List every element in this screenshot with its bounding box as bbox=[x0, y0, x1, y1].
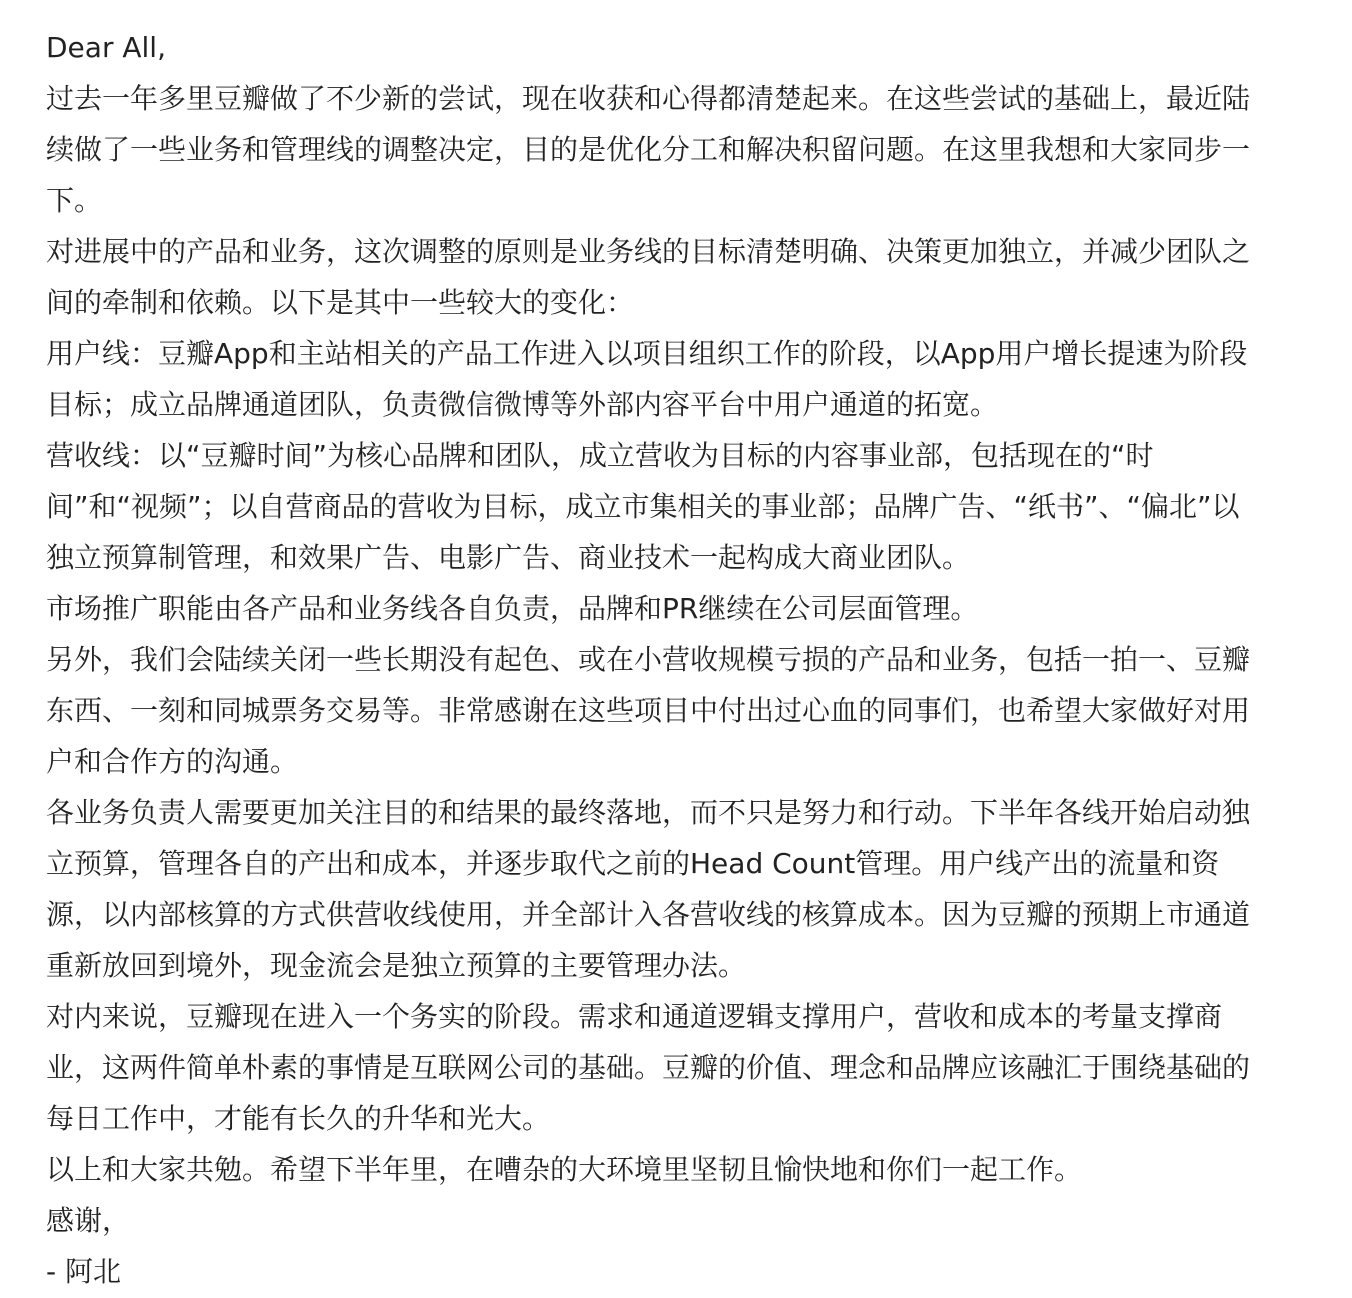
paragraph-intro: 过去一年多里豆瓣做了不少新的尝试，现在收获和心得都清楚起来。在这些尝试的基础上，最近陆续做了一些业务和管理线的调整决定，目的是优化分工和解决积留问题。在这里我想和大家同步一下。 bbox=[46, 82, 1251, 217]
closing: 感谢， bbox=[46, 1204, 131, 1237]
paragraph-principle: 对进展中的产品和业务，这次调整的原则是业务线的目标清楚明确、决策更加独立，并减少团队之间的牵制和依赖。以下是其中一些较大的变化： bbox=[46, 235, 1251, 319]
paragraph-closures: 另外，我们会陆续关闭一些长期没有起色、或在小营收规模亏损的产品和业务，包括一拍一、豆瓣东西、一刻和同城票务交易等。非常感谢在这些项目中付出过心血的同事们，也希望大家做好对用户和合作方的沟通。 bbox=[46, 643, 1251, 778]
paragraph-internal: 对内来说，豆瓣现在进入一个务实的阶段。需求和通道逻辑支撑用户，营收和成本的考量支撑商业，这两件简单朴素的事情是互联网公司的基础。豆瓣的价值、理念和品牌应该融汇于围绕基础的每日工作中，才能有长久的升华和光大。 bbox=[46, 1000, 1251, 1135]
paragraph-marketing: 市场推广职能由各产品和业务线各自负责，品牌和PR继续在公司层面管理。 bbox=[46, 592, 979, 625]
greeting: Dear All, bbox=[46, 31, 166, 64]
paragraph-budget: 各业务负责人需要更加关注目的和结果的最终落地，而不只是努力和行动。下半年各线开始启动独立预算，管理各自的产出和成本，并逐步取代之前的Head Count管理。用户线产出的流量和资源，以内部核算的方式供营收线使用，并全部计入各营收线的核算成本。因为豆瓣的预期上市通道重新放回到境外，现金流会是独立预算的主要管理办法。 bbox=[46, 796, 1251, 982]
paragraph-user-line: 用户线：豆瓣App和主站相关的产品工作进入以项目组织工作的阶段，以App用户增长提速为阶段目标；成立品牌通道团队，负责微信微博等外部内容平台中用户通道的拓宽。 bbox=[46, 337, 1248, 421]
paragraph-revenue-line: 营收线：以“豆瓣时间”为核心品牌和团队，成立营收为目标的内容事业部，包括现在的“时间”和“视频”；以自营商品的营收为目标，成立市集相关的事业部；品牌广告、“纸书”、“偏北”以独立预算制管理，和效果广告、电影广告、商业技术一起构成大商业团队。 bbox=[46, 439, 1240, 574]
paragraph-encouragement: 以上和大家共勉。希望下半年里，在嘈杂的大环境里坚韧且愉快地和你们一起工作。 bbox=[46, 1153, 1083, 1186]
signature: - 阿北 bbox=[46, 1255, 122, 1288]
letter-body bbox=[46, 22, 1256, 1297]
